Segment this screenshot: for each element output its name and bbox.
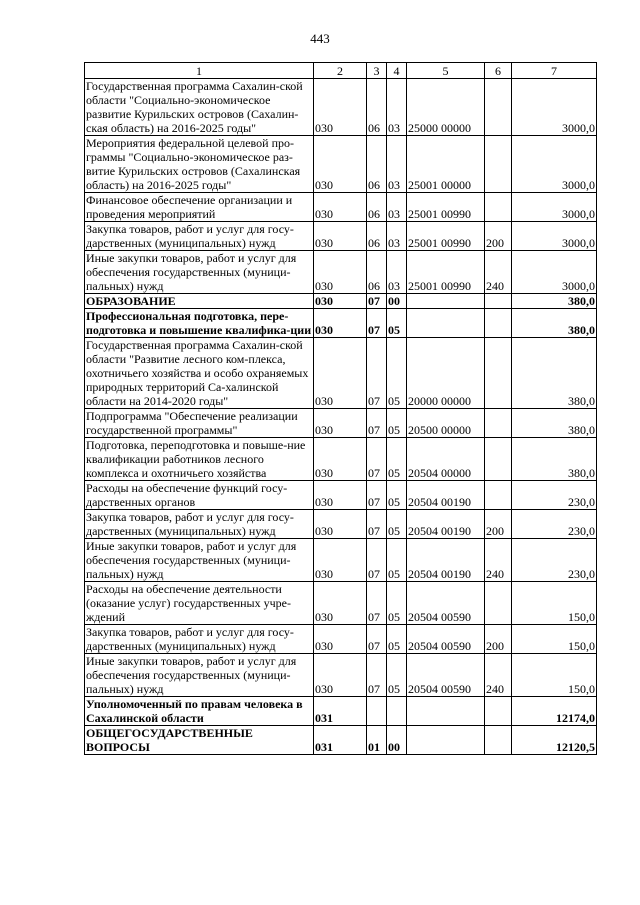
row-expense-type-cell (485, 726, 512, 755)
table-row (85, 251, 597, 294)
row-name-cell: ОБРАЗОВАНИЕ (85, 294, 314, 309)
column-header: 5 (407, 63, 485, 79)
row-subsection-code-cell: 05 (387, 510, 407, 539)
row-section-code-cell: 01 (367, 726, 387, 755)
row-target-article-cell: 25001 00990 (407, 251, 485, 294)
row-target-article-cell (407, 309, 485, 338)
row-ministry-code-cell: 030 (314, 338, 367, 409)
row-ministry-code-cell: 031 (314, 726, 367, 755)
row-ministry-code-cell: 030 (314, 582, 367, 625)
row-ministry-code-cell: 030 (314, 222, 367, 251)
row-section-code-cell: 07 (367, 510, 387, 539)
row-section-code-cell: 07 (367, 309, 387, 338)
row-ministry-code-cell: 030 (314, 481, 367, 510)
row-section-code-cell: 06 (367, 79, 387, 136)
row-ministry-code-cell: 030 (314, 136, 367, 193)
table-row (85, 294, 597, 309)
row-section-code-cell: 06 (367, 136, 387, 193)
column-header: 4 (387, 63, 407, 79)
row-name-cell: ОБЩЕГОСУДАРСТВЕННЫЕ ВОПРОСЫ (85, 726, 314, 755)
table-row (85, 582, 597, 625)
column-header: 7 (512, 63, 597, 79)
table-row (85, 79, 597, 136)
row-name-cell: Подготовка, переподготовка и повыше-ние квалификации работников лесного комплекса и охотничьего хозяйства (85, 438, 314, 481)
row-name-cell: Профессиональная подготовка, пере-подготовка и повышение квалифика-ции (85, 309, 314, 338)
row-target-article-cell: 25001 00000 (407, 136, 485, 193)
row-expense-type-cell (485, 582, 512, 625)
row-target-article-cell: 20504 00190 (407, 539, 485, 582)
row-ministry-code-cell: 030 (314, 193, 367, 222)
column-header: 3 (367, 63, 387, 79)
row-name-cell: Расходы на обеспечение функций госу-дарственных органов (85, 481, 314, 510)
table-header-row (85, 63, 597, 79)
table-row (85, 136, 597, 193)
row-section-code-cell: 07 (367, 582, 387, 625)
row-expense-type-cell: 200 (485, 625, 512, 654)
row-subsection-code-cell: 00 (387, 294, 407, 309)
row-expense-type-cell (485, 438, 512, 481)
row-name-cell: Государственная программа Сахалин-ской области "Развитие лесного ком-плекса, охотничьего хозяйства и особо охраняемых природных территорий Са-халинской области на 2014-2020 годы" (85, 338, 314, 409)
row-name-cell: Финансовое обеспечение организации и проведения мероприятий (85, 193, 314, 222)
table-row (85, 222, 597, 251)
row-expense-type-cell: 240 (485, 251, 512, 294)
row-subsection-code-cell: 00 (387, 726, 407, 755)
row-target-article-cell: 25000 00000 (407, 79, 485, 136)
row-section-code-cell: 07 (367, 438, 387, 481)
table-row (85, 726, 597, 755)
table-row (85, 481, 597, 510)
row-expense-type-cell (485, 193, 512, 222)
row-subsection-code-cell: 03 (387, 193, 407, 222)
row-expense-type-cell (485, 338, 512, 409)
row-name-cell: Мероприятия федеральной целевой про-граммы "Социально-экономическое раз-витие Курильских островов (Сахалинская область) на 2016-2025 годы" (85, 136, 314, 193)
row-name-cell: Иные закупки товаров, работ и услуг для обеспечения государственных (муници-пальных) нужд (85, 251, 314, 294)
row-amount-cell: 12174,0 (512, 697, 597, 726)
row-subsection-code-cell: 03 (387, 136, 407, 193)
row-amount-cell: 3000,0 (512, 222, 597, 251)
row-expense-type-cell (485, 481, 512, 510)
row-section-code-cell: 07 (367, 625, 387, 654)
row-ministry-code-cell: 031 (314, 697, 367, 726)
table-row (85, 510, 597, 539)
row-expense-type-cell (485, 309, 512, 338)
row-name-cell: Иные закупки товаров, работ и услуг для обеспечения государственных (муници-пальных) нужд (85, 539, 314, 582)
table-row (85, 654, 597, 697)
row-target-article-cell: 25001 00990 (407, 193, 485, 222)
column-header: 6 (485, 63, 512, 79)
row-subsection-code-cell: 05 (387, 409, 407, 438)
row-name-cell: Уполномоченный по правам человека в Сахалинской области (85, 697, 314, 726)
row-name-cell: Подпрограмма "Обеспечение реализации государственной программы" (85, 409, 314, 438)
column-header: 1 (85, 63, 314, 79)
row-target-article-cell: 20000 00000 (407, 338, 485, 409)
page-number: 443 (310, 31, 330, 46)
row-amount-cell: 150,0 (512, 654, 597, 697)
row-subsection-code-cell: 05 (387, 338, 407, 409)
row-subsection-code-cell: 05 (387, 654, 407, 697)
row-subsection-code-cell: 05 (387, 438, 407, 481)
table-row (85, 309, 597, 338)
row-amount-cell: 3000,0 (512, 193, 597, 222)
row-ministry-code-cell: 030 (314, 438, 367, 481)
column-header: 2 (314, 63, 367, 79)
row-amount-cell: 150,0 (512, 625, 597, 654)
row-target-article-cell: 20504 00190 (407, 481, 485, 510)
row-target-article-cell (407, 294, 485, 309)
table-row (85, 338, 597, 409)
row-amount-cell: 3000,0 (512, 136, 597, 193)
row-target-article-cell: 20504 00190 (407, 510, 485, 539)
row-amount-cell: 380,0 (512, 338, 597, 409)
row-section-code-cell: 07 (367, 409, 387, 438)
row-expense-type-cell (485, 294, 512, 309)
row-target-article-cell: 20504 00590 (407, 582, 485, 625)
row-section-code-cell: 07 (367, 294, 387, 309)
row-name-cell: Иные закупки товаров, работ и услуг для обеспечения государственных (муници-пальных) нужд (85, 654, 314, 697)
row-expense-type-cell (485, 697, 512, 726)
row-section-code-cell: 07 (367, 539, 387, 582)
row-ministry-code-cell: 030 (314, 79, 367, 136)
row-amount-cell: 230,0 (512, 539, 597, 582)
row-subsection-code-cell: 03 (387, 79, 407, 136)
row-expense-type-cell: 240 (485, 654, 512, 697)
row-target-article-cell: 25001 00990 (407, 222, 485, 251)
row-amount-cell: 3000,0 (512, 79, 597, 136)
row-section-code-cell: 07 (367, 654, 387, 697)
row-amount-cell: 150,0 (512, 582, 597, 625)
row-section-code-cell: 07 (367, 481, 387, 510)
row-subsection-code-cell: 05 (387, 481, 407, 510)
row-name-cell: Расходы на обеспечение деятельности (оказание услуг) государственных учре-ждений (85, 582, 314, 625)
row-name-cell: Государственная программа Сахалин-ской области "Социально-экономическое развитие Курильских островов (Сахалин-ская область) на 2016-2025 годы" (85, 79, 314, 136)
row-subsection-code-cell: 03 (387, 222, 407, 251)
row-target-article-cell (407, 726, 485, 755)
row-ministry-code-cell: 030 (314, 309, 367, 338)
row-subsection-code-cell: 05 (387, 625, 407, 654)
row-name-cell: Закупка товаров, работ и услуг для госу-дарственных (муниципальных) нужд (85, 222, 314, 251)
row-amount-cell: 12120,5 (512, 726, 597, 755)
table-body (85, 79, 597, 755)
row-ministry-code-cell: 030 (314, 294, 367, 309)
row-name-cell: Закупка товаров, работ и услуг для госу-дарственных (муниципальных) нужд (85, 625, 314, 654)
row-target-article-cell: 20504 00000 (407, 438, 485, 481)
row-target-article-cell: 20504 00590 (407, 654, 485, 697)
row-subsection-code-cell: 05 (387, 582, 407, 625)
row-amount-cell: 230,0 (512, 510, 597, 539)
row-expense-type-cell: 200 (485, 222, 512, 251)
row-target-article-cell: 20504 00590 (407, 625, 485, 654)
row-section-code-cell: 06 (367, 222, 387, 251)
row-expense-type-cell (485, 79, 512, 136)
table-row (85, 193, 597, 222)
table-row (85, 625, 597, 654)
row-target-article-cell: 20500 00000 (407, 409, 485, 438)
table-row (85, 409, 597, 438)
budget-table (84, 62, 597, 755)
table-row (85, 697, 597, 726)
row-name-cell: Закупка товаров, работ и услуг для госу-дарственных (муниципальных) нужд (85, 510, 314, 539)
row-subsection-code-cell: 03 (387, 251, 407, 294)
row-expense-type-cell (485, 136, 512, 193)
row-expense-type-cell (485, 409, 512, 438)
row-amount-cell: 380,0 (512, 309, 597, 338)
row-amount-cell: 380,0 (512, 294, 597, 309)
table-row (85, 438, 597, 481)
row-target-article-cell (407, 697, 485, 726)
row-amount-cell: 3000,0 (512, 251, 597, 294)
row-section-code-cell: 06 (367, 251, 387, 294)
row-section-code-cell: 07 (367, 338, 387, 409)
row-amount-cell: 380,0 (512, 409, 597, 438)
row-amount-cell: 230,0 (512, 481, 597, 510)
row-ministry-code-cell: 030 (314, 625, 367, 654)
row-section-code-cell (367, 697, 387, 726)
row-expense-type-cell: 200 (485, 510, 512, 539)
row-ministry-code-cell: 030 (314, 510, 367, 539)
row-subsection-code-cell (387, 697, 407, 726)
row-section-code-cell: 06 (367, 193, 387, 222)
row-ministry-code-cell: 030 (314, 409, 367, 438)
row-ministry-code-cell: 030 (314, 654, 367, 697)
row-ministry-code-cell: 030 (314, 539, 367, 582)
row-amount-cell: 380,0 (512, 438, 597, 481)
row-subsection-code-cell: 05 (387, 309, 407, 338)
row-subsection-code-cell: 05 (387, 539, 407, 582)
row-expense-type-cell: 240 (485, 539, 512, 582)
row-ministry-code-cell: 030 (314, 251, 367, 294)
table-row (85, 539, 597, 582)
